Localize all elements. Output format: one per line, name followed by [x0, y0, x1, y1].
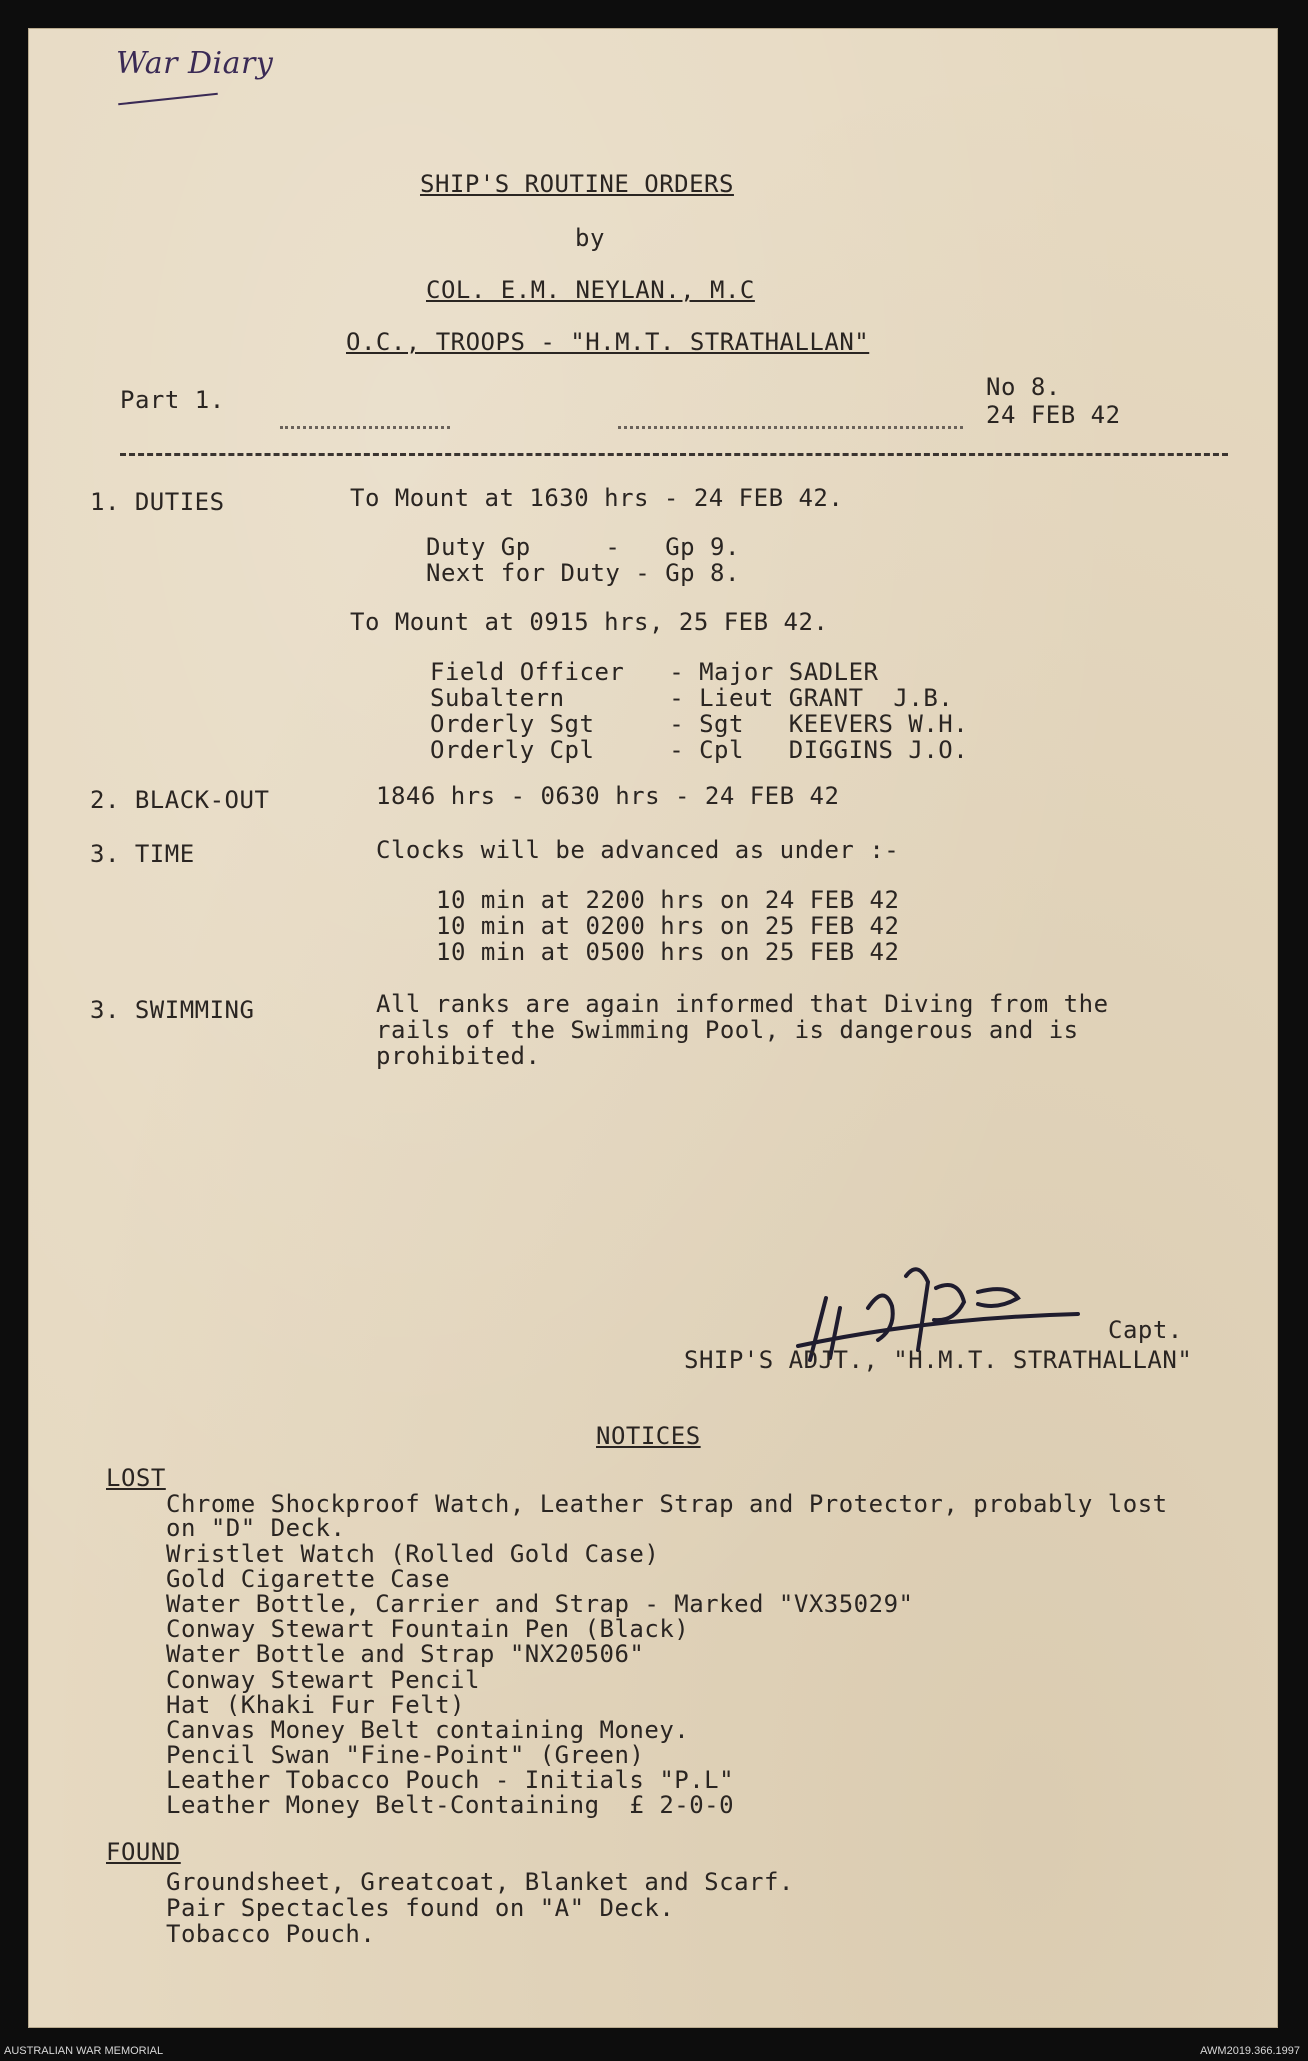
section-heading-blackout: 2. BLACK-OUT: [90, 786, 270, 814]
section-heading-duties: 1. DUTIES: [90, 488, 225, 516]
lost-item: Conway Stewart Pencil: [166, 1666, 480, 1694]
signature-title: SHIP'S ADJT., "H.M.T. STRATHALLAN": [684, 1346, 1193, 1374]
lost-item: Canvas Money Belt containing Money.: [166, 1716, 690, 1744]
found-heading: FOUND: [106, 1838, 181, 1866]
time-line: 10 min at 2200 hrs on 24 FEB 42: [436, 886, 900, 914]
duties-mount-1: To Mount at 1630 hrs - 24 FEB 42.: [350, 484, 844, 512]
document-title: SHIP'S ROUTINE ORDERS: [420, 170, 734, 198]
duty-officer-row: Subaltern - Lieut GRANT J.B.: [430, 684, 954, 712]
lost-item: on "D" Deck.: [166, 1514, 346, 1542]
found-item: Pair Spectacles found on "A" Deck.: [166, 1894, 675, 1922]
found-item: Tobacco Pouch.: [166, 1920, 376, 1948]
signature-rank: Capt.: [1108, 1316, 1183, 1344]
order-number: No 8.: [986, 373, 1061, 401]
lost-item: Gold Cigarette Case: [166, 1565, 451, 1593]
order-date: 24 FEB 42: [986, 401, 1121, 429]
dotted-line: [280, 426, 450, 429]
duty-group: Duty Gp - Gp 9.: [426, 533, 740, 561]
lost-heading: LOST: [106, 1464, 166, 1492]
unit-line: O.C., TROOPS - "H.M.T. STRATHALLAN": [346, 328, 870, 356]
document-page: [28, 28, 1278, 2028]
lost-item: Chrome Shockproof Watch, Leather Strap and Protector, probably lost: [166, 1490, 1168, 1518]
duties-mount-2: To Mount at 0915 hrs, 25 FEB 42.: [350, 608, 829, 636]
swimming-line: All ranks are again informed that Diving from the: [376, 990, 1109, 1018]
lost-item: Hat (Khaki Fur Felt): [166, 1691, 465, 1719]
lost-item: Pencil Swan "Fine-Point" (Green): [166, 1741, 645, 1769]
footer-accession-number: AWM2019.366.1997: [1200, 2045, 1300, 2057]
section-heading-swimming: 3. SWIMMING: [90, 996, 255, 1024]
swimming-line: rails of the Swimming Pool, is dangerous and is: [376, 1016, 1079, 1044]
dashed-separator: [120, 453, 1228, 456]
time-line: 10 min at 0200 hrs on 25 FEB 42: [436, 912, 900, 940]
lost-item: Leather Money Belt-Containing £ 2-0-0: [166, 1791, 735, 1819]
notices-heading: NOTICES: [596, 1422, 701, 1450]
time-line: 10 min at 0500 hrs on 25 FEB 42: [436, 938, 900, 966]
lost-item: Water Bottle, Carrier and Strap - Marked "VX35029": [166, 1590, 914, 1618]
author-line: COL. E.M. NEYLAN., M.C: [426, 276, 755, 304]
time-intro: Clocks will be advanced as under :-: [376, 836, 900, 864]
lost-item: Water Bottle and Strap "NX20506": [166, 1640, 645, 1668]
by-line: by: [575, 224, 605, 252]
duty-officer-row: Orderly Sgt - Sgt KEEVERS W.H.: [430, 710, 969, 738]
lost-item: Leather Tobacco Pouch - Initials "P.L": [166, 1766, 735, 1794]
blackout-text: 1846 hrs - 0630 hrs - 24 FEB 42: [376, 782, 840, 810]
part-label: Part 1.: [120, 386, 225, 414]
next-duty-group: Next for Duty - Gp 8.: [426, 559, 740, 587]
handwritten-annotation: War Diary: [116, 46, 274, 81]
lost-item: Wristlet Watch (Rolled Gold Case): [166, 1540, 660, 1568]
swimming-line: prohibited.: [376, 1042, 541, 1070]
annotation-stroke: [118, 93, 218, 105]
dotted-line: [618, 426, 963, 429]
section-heading-time: 3. TIME: [90, 840, 195, 868]
footer-archive-name: AUSTRALIAN WAR MEMORIAL: [4, 2045, 164, 2057]
duty-officer-row: Field Officer - Major SADLER: [430, 658, 879, 686]
found-item: Groundsheet, Greatcoat, Blanket and Scarf.: [166, 1868, 794, 1896]
duty-officer-row: Orderly Cpl - Cpl DIGGINS J.O.: [430, 736, 969, 764]
lost-item: Conway Stewart Fountain Pen (Black): [166, 1615, 690, 1643]
